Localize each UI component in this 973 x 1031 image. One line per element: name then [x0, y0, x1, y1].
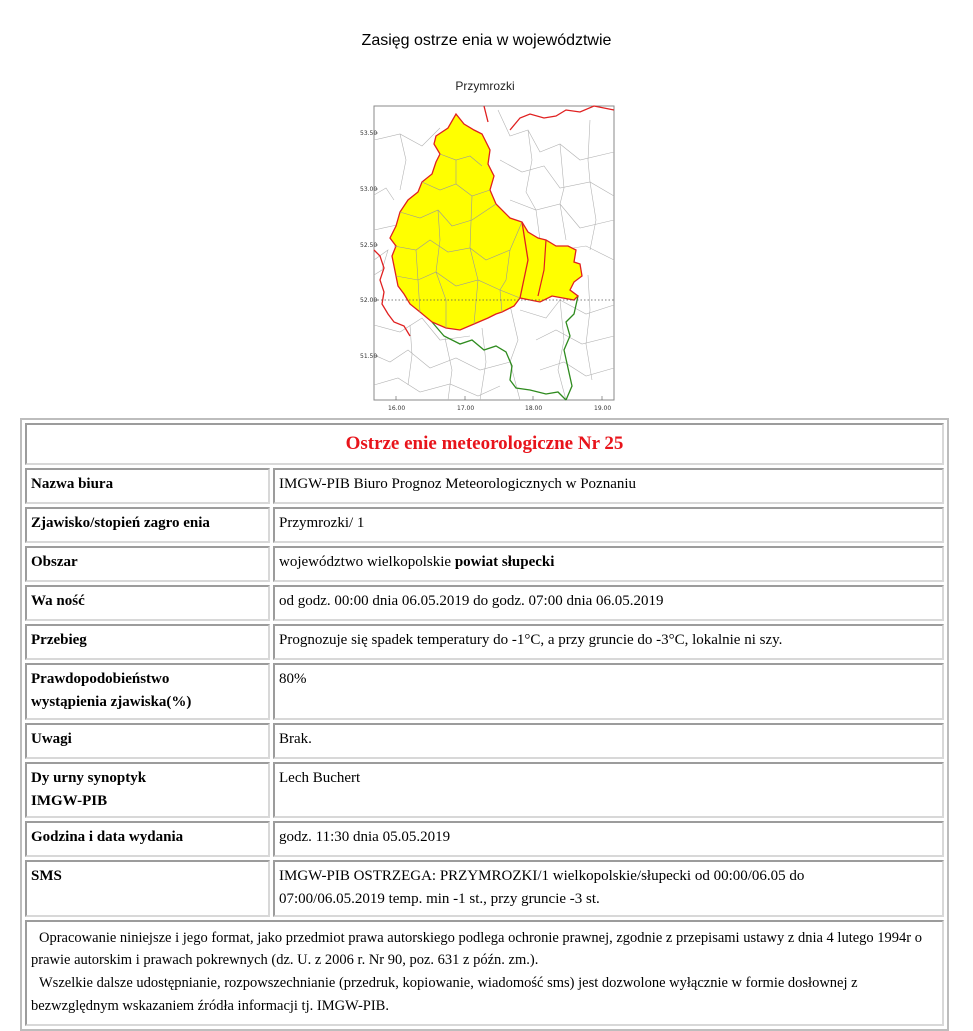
page-title: Zasięg ostrze enia w województwie: [361, 32, 612, 49]
x-tick-label: 18.00: [525, 405, 543, 412]
y-tick-label: 52.00: [360, 297, 378, 304]
y-tick-label: 51.50: [360, 353, 378, 360]
y-tick-label: 53.50: [360, 130, 378, 137]
sms-value-line1: IMGW-PIB OSTRZEGA: PRZYMROZKI/1 wielkopolskie/słupecki od 00:00/06.05 do: [279, 868, 805, 884]
warning-map: [360, 100, 622, 412]
warning-heading: Ostrze enie meteorologiczne Nr 25: [25, 423, 944, 465]
y-tick-label: 53.00: [360, 186, 378, 193]
forecaster-label: [25, 762, 270, 819]
validity-label: Wa ność: [25, 585, 270, 621]
copyright-paragraph-2: Wszelkie dalsze udostępnianie, rozpowszechnianie (przedruk, kopiowanie, wiadomość sms) jest dozwolone wyłącznie w formie dosłownej z bezwzględnym wskazaniem źródła informacji tj. IMGW-PIB.: [31, 975, 858, 1015]
table-row: [25, 585, 944, 621]
area-value-plain: województwo wielkopolskie: [279, 554, 455, 570]
table-row: [25, 624, 944, 660]
table-row: [25, 920, 944, 1027]
remarks-label: Uwagi: [25, 723, 270, 759]
remarks-value: Brak.: [273, 723, 944, 759]
area-value-county: powiat słupecki: [454, 554, 555, 570]
validity-value: od godz. 00:00 dnia 06.05.2019 do godz. 07:00 dnia 06.05.2019: [273, 585, 944, 621]
office-label: Nazwa biura: [25, 468, 270, 504]
probability-label-line1: Prawdopodobieństwo: [31, 671, 170, 687]
issued-value: godz. 11:30 dnia 05.05.2019: [273, 821, 944, 857]
sms-value-line2: 07:00/06.05.2019 temp. min -1 st., przy gruncie -3 st.: [279, 891, 600, 908]
forecaster-value: Lech Buchert: [273, 762, 944, 819]
table-row: [25, 860, 944, 917]
office-value: IMGW-PIB Biuro Prognoz Meteorologicznych w Poznaniu: [273, 468, 944, 504]
forecaster-label-line1: Dy urny synoptyk: [31, 769, 147, 786]
copyright-notice: [25, 920, 944, 1027]
table-row: [25, 762, 944, 819]
probability-label-line2: wystąpienia zjawiska(%): [31, 694, 192, 711]
table-row: [25, 468, 944, 504]
sms-value: [273, 860, 944, 917]
probability-label: [25, 663, 270, 720]
forecaster-label-line2: IMGW-PIB: [31, 792, 108, 809]
table-row: [25, 723, 944, 759]
y-tick-label: 52.50: [360, 242, 378, 249]
probability-value: 80%: [273, 663, 944, 720]
warning-table: [20, 418, 949, 1031]
course-value: Prognozuje się spadek temperatury do -1°C, a przy gruncie do -3°C, lokalnie ni szy.: [273, 624, 944, 660]
course-label: Przebieg: [25, 624, 270, 660]
x-tick-label: 16.00: [388, 405, 406, 412]
area-value: [273, 546, 944, 582]
phenomenon-label: Zjawisko/stopień zagro enia: [25, 507, 270, 543]
sms-label: SMS: [25, 860, 270, 917]
x-tick-label: 17.00: [457, 405, 475, 412]
issued-label: Godzina i data wydania: [25, 821, 270, 857]
table-row: [25, 663, 944, 720]
table-row: [25, 821, 944, 857]
map-title: Przymrozki: [455, 79, 515, 93]
copyright-paragraph-1: Opracowanie niniejsze i jego format, jako przedmiot prawa autorskiego podlega ochronie prawnej, zgodnie z przepisami ustawy z dnia 4 lutego 1994r o prawie autorskim i prawach pokrewnych (dz. U. z 2006 r. Nr 90, poz. 631 z późn. zm.).: [31, 929, 922, 969]
table-row: [25, 546, 944, 582]
area-label: Obszar: [25, 546, 270, 582]
x-tick-label: 19.00: [594, 405, 612, 412]
phenomenon-value: Przymrozki/ 1: [273, 507, 944, 543]
table-row: [25, 507, 944, 543]
